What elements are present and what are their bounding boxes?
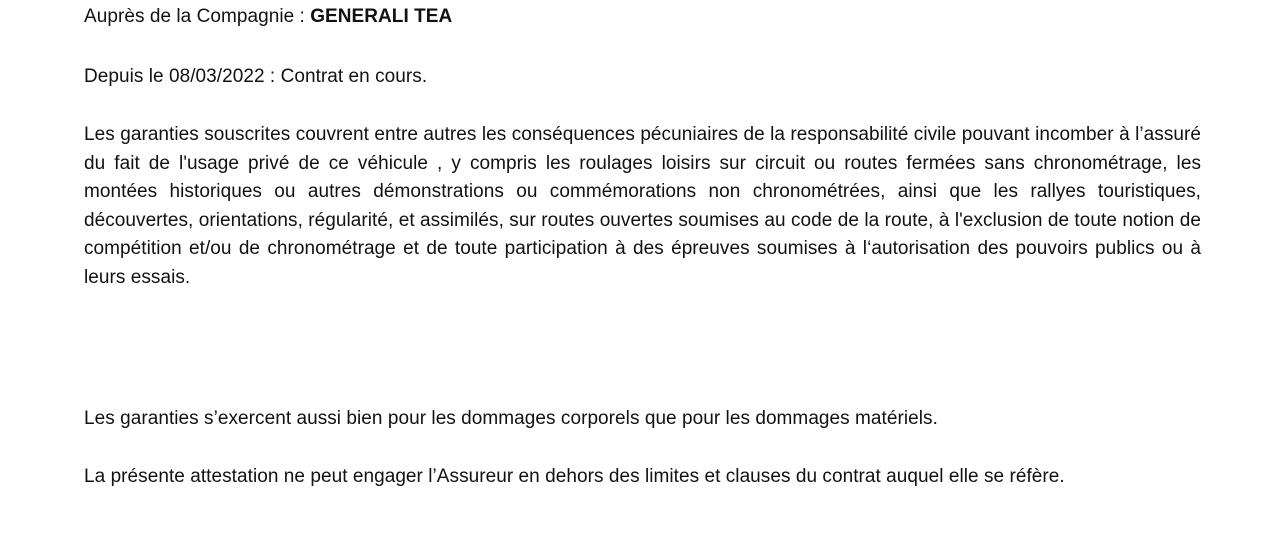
damages-paragraph: Les garanties s’exercent aussi bien pour les dommages corporels que pour les dommages matériels. xyxy=(84,408,938,429)
insurer-line xyxy=(84,3,452,32)
limits-paragraph: La présente attestation ne peut engager l’Assureur en dehors des limites et clauses du contrat auquel elle se réfère. xyxy=(84,466,1065,487)
insurer-company-name: GENERALI TEA xyxy=(310,6,453,27)
insurer-line-prefix: Auprès de la Compagnie : xyxy=(84,6,311,27)
guarantees-paragraph: Les garanties souscrites couvrent entre autres les conséquences pécuniaires de la responsabilité civile pouvant incomber à l’assuré du fait de l'usage privé de ce véhicule , y compris les roulages loisirs sur circuit ou routes fermées sans chronométrage, les montées historiques ou autres démonstrations ou commémorations non chronométrées, ainsi que les rallyes touristiques, découvertes, orientations, régularité, et assimilés, sur routes ouvertes soumises au code de la route, à l'exclusion de toute notion de compétition et/ou de chronométrage et de toute participation à des épreuves soumises à l‘autorisation des pouvoirs publics ou à leurs essais. xyxy=(84,124,1201,288)
contract-status: Depuis le 08/03/2022 : Contrat en cours. xyxy=(84,66,428,87)
